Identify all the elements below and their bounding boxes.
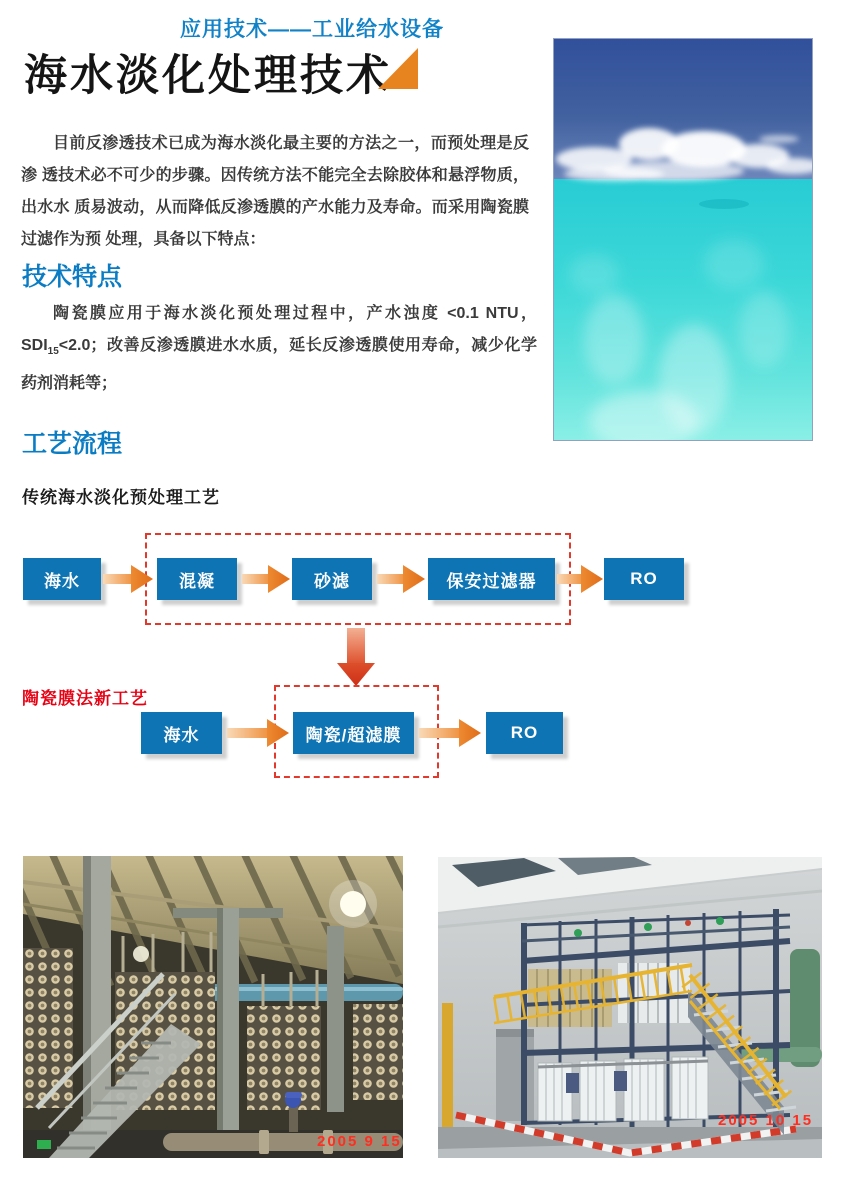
flow2-node-ro: RO (486, 712, 563, 754)
features-heading: 技术特点 (22, 263, 123, 291)
flow1-node-cartridge-filter: 保安过滤器 (428, 558, 555, 600)
features-text (21, 298, 537, 400)
sea-photo (554, 39, 812, 440)
flow1-label: 传统海水淡化预处理工艺 (22, 488, 220, 507)
plant-photo-left (23, 856, 403, 1158)
date-stamp: 2005 9 15 (317, 1133, 402, 1150)
ceiling-light (340, 891, 366, 917)
membrane-rack (247, 1006, 321, 1110)
arrow-down-icon (337, 628, 375, 686)
features-text-part1: 陶瓷膜应用于海水淡化预处理过程中，产水浊度 <0.1 NTU，SDI (21, 305, 537, 354)
flow2-node-ceramic-uf-membrane: 陶瓷/超滤膜 (293, 712, 414, 754)
membrane-rack (23, 948, 73, 1108)
triangle-icon (378, 48, 418, 89)
flow1-node-ro: RO (604, 558, 684, 600)
control-panel (614, 1071, 627, 1091)
arrow-right-icon (557, 565, 603, 593)
flow1-node-seawater: 海水 (23, 558, 101, 600)
flow1-node-sand-filter: 砂滤 (292, 558, 372, 600)
page-category: 应用技术——工业给水设备 (180, 18, 444, 41)
arrow-right-icon (377, 565, 425, 593)
sdi-subscript: 15 (47, 346, 59, 358)
control-panel (566, 1073, 579, 1093)
plant-photo-right (438, 857, 822, 1158)
arrow-right-icon (103, 565, 153, 593)
date-stamp: 2005 10 15 (718, 1112, 814, 1129)
flow2-label: 陶瓷膜法新工艺 (22, 689, 148, 708)
arrow-right-icon (419, 719, 481, 747)
cabinet (496, 1029, 534, 1121)
features-text-part2: <2.0；改善反渗透膜进水水质，延长反渗透膜使用寿命，减少化学药剂消耗等； (21, 337, 537, 393)
intro-paragraph: 目前反渗透技术已成为海水淡化最主要的方法之一，而预处理是反渗 透技术必不可少的步骤。因传统方法不能完全去除胶体和悬浮物质，出水水 质易波动，从而降低反渗透膜的产水能力及寿命。而采用陶瓷膜过滤作为预 处理，具备以下特点： (21, 135, 529, 248)
page-title: 海水淡化处理技术 (24, 52, 392, 100)
membrane-rack (353, 1004, 403, 1100)
flow1-node-coagulation: 混凝 (157, 558, 237, 600)
arrow-right-icon (227, 719, 289, 747)
process-heading: 工艺流程 (22, 430, 123, 458)
flow2-node-seawater: 海水 (141, 712, 222, 754)
steel-column (327, 926, 344, 1112)
arrow-right-icon (242, 565, 290, 593)
